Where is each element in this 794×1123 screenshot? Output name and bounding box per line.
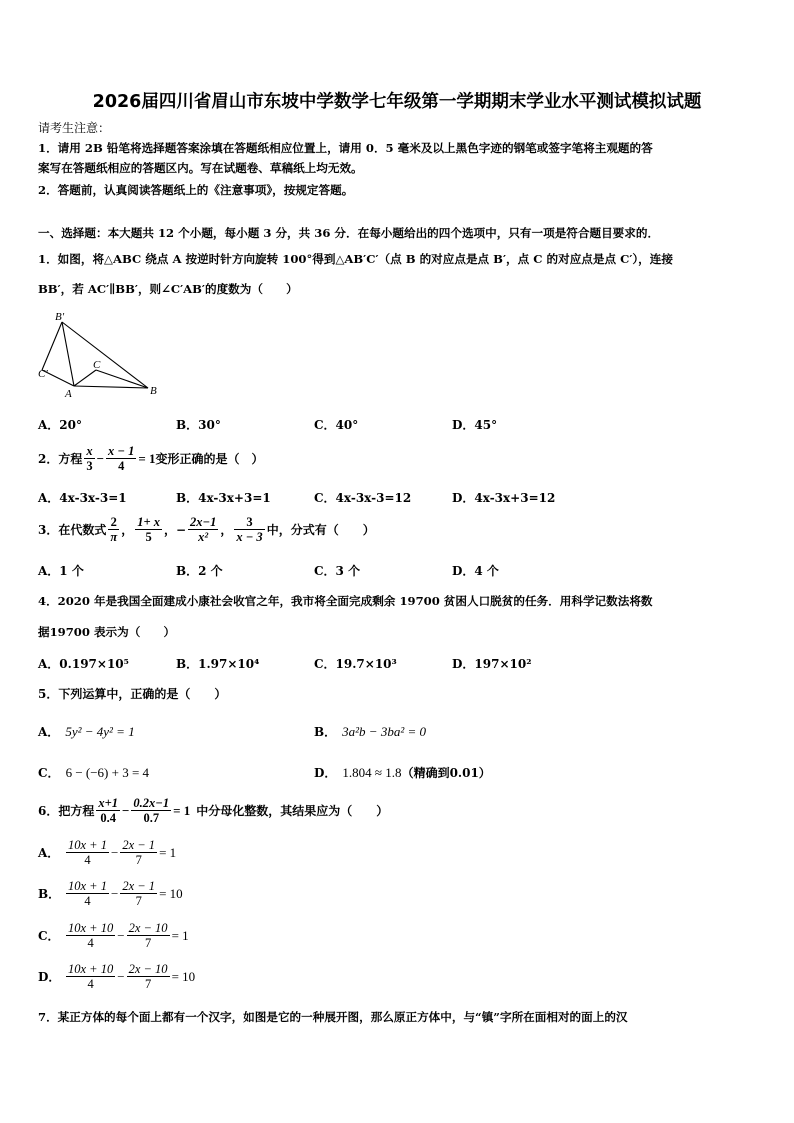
q4-stem-line2: 据19700 表示为（ ）	[38, 625, 176, 639]
page-title: 2026届四川省眉山市东坡中学数学七年级第一学期期末学业水平测试模拟试题	[92, 92, 702, 112]
q3-fraction-4: $\frac{3}{x - 3}$	[236, 515, 263, 544]
q6-option-c[interactable]: C． $\frac{10x + 10}{4}$ − $\frac{2x - 10}{7}$ = 1	[38, 921, 189, 950]
q1-stem-line1: 1．如图，将△ABC 绕点 A 按逆时针方向旋转 100°得到△AB′C′（点 B 的对应点是点 B′，点 C 的对应点是点 C′），连接	[38, 252, 673, 266]
q2-prefix: 2．方程	[38, 452, 83, 466]
q5-option-a[interactable]: A． 5y² − 4y² = 1	[38, 724, 135, 739]
q3-option-d[interactable]: D．4 个	[452, 564, 499, 578]
q4-option-c[interactable]: C．19.7×10³	[314, 657, 397, 671]
q2-fraction-1: $\frac{x}{3}$	[86, 444, 93, 473]
segment-b1-c1	[42, 322, 62, 370]
segment-b1-a	[62, 322, 74, 386]
q1-option-b[interactable]: B．30°	[176, 418, 221, 432]
q3-stem: 3．在代数式 $\frac{2}{\pi}$ ， $\frac{1+ x}{5}$ ，− $\frac{2x-1}{\text{x²}}$ ， $\frac{3}{x - 3}$ 中，分式有（ ）	[38, 515, 375, 544]
q2-option-b[interactable]: B．4x-3x+3=1	[176, 491, 271, 505]
q5-option-c[interactable]: C． 6 − (−6) + 3 = 4	[38, 765, 150, 780]
label-b1: B′	[55, 311, 65, 323]
q4-option-d[interactable]: D．197×10²	[452, 657, 532, 671]
q2-suffix: 变形正确的是（ ）	[155, 452, 264, 466]
q1-figure	[38, 308, 168, 402]
q5-option-d[interactable]: D． 1.804 ≈ 1.8（精确到0.01）	[314, 765, 491, 780]
q1-option-c[interactable]: C．40°	[314, 418, 359, 432]
q6-option-b[interactable]: B． $\frac{10x + 1}{4}$ − $\frac{2x - 1}{7}$ = 10	[38, 879, 183, 908]
q2-option-d[interactable]: D．4x-3x+3=12	[452, 491, 556, 505]
label-c1: C′	[38, 368, 48, 380]
segment-a-b	[74, 386, 148, 388]
q6-option-d[interactable]: D． $\frac{10x + 10}{4}$ − $\frac{2x - 10}{7}$ = 10	[38, 962, 196, 991]
segment-a-c	[74, 370, 96, 386]
q2-option-a[interactable]: A．4x-3x-3=1	[38, 491, 127, 505]
segment-b1-b	[62, 322, 148, 388]
q3-option-a[interactable]: A．1 个	[38, 564, 84, 578]
q4-stem-line1: 4．2020 年是我国全面建成小康社会收官之年，我市将全面完成剩余 19700 贫困人口脱贫的任务．用科学记数法将数	[38, 594, 653, 608]
q1-option-d[interactable]: D．45°	[452, 418, 498, 432]
label-c: C	[93, 359, 101, 371]
q3-fraction-3: $\frac{2x-1}{\text{x²}}$	[190, 515, 217, 544]
notice-item-2: 2．答题前，认真阅读答题纸上的《注意事项》，按规定答题。	[38, 183, 354, 197]
q4-option-b[interactable]: B．1.97×10⁴	[176, 657, 260, 671]
q7-stem-line1: 7．某正方体的每个面上都有一个汉字，如图是它的一种展开图，那么原正方体中，与“镇”字所在面相对的面上的汉	[38, 1010, 628, 1024]
q3-option-b[interactable]: B．2 个	[176, 564, 223, 578]
q5-stem: 5．下列运算中，正确的是（ ）	[38, 687, 227, 701]
q1-stem-line2: BB′，若 AC′∥BB′，则∠C′AB′的度数为（ ）	[38, 282, 298, 296]
q2-option-c[interactable]: C．4x-3x-3=12	[314, 491, 412, 505]
notice-item-1a: 1．请用 2B 铅笔将选择题答案涂填在答题纸相应位置上，请用 0．5 毫米及以上黑色字迹的钢笔或签字笔将主观题的答	[38, 141, 653, 155]
q2-fraction-2: $\frac{x - 1}{4}$	[108, 444, 135, 473]
notice-heading: 请考生注意：	[38, 121, 111, 135]
q3-fraction-2: $\frac{1+ x}{5}$	[137, 515, 160, 544]
q4-option-a[interactable]: A．0.197×10⁵	[38, 657, 129, 671]
q3-option-c[interactable]: C．3 个	[314, 564, 361, 578]
q6-option-a[interactable]: A． $\frac{10x + 1}{4}$ − $\frac{2x - 1}{7}$ = 1	[38, 838, 177, 867]
notice-item-1b: 案写在答题纸相应的答题区内。写在试题卷、草稿纸上均无效。	[38, 161, 363, 175]
label-b: B	[150, 385, 157, 397]
q1-option-a[interactable]: A．20°	[38, 418, 83, 432]
segment-c-b	[96, 370, 148, 388]
q5-option-b[interactable]: B． 3a²b − 3ba² = 0	[314, 724, 426, 739]
q6-stem: 6．把方程 $\frac{x+1}{0.4}$ − $\frac{0.2x-1}{0.7}$ = 1 中分母化整数，其结果应为（ ）	[38, 796, 389, 825]
q2-stem: 2．方程 $\frac{x}{3}$ − $\frac{x - 1}{4}$ = 1 变形正确的是（ ）	[38, 444, 264, 473]
label-a: A	[65, 388, 72, 400]
q3-fraction-1: $\frac{2}{\pi}$	[110, 515, 118, 544]
section-heading: 一、选择题：本大题共 12 个小题，每小题 3 分，共 36 分．在每小题给出的四个选项中，只有一项是符合题目要求的．	[38, 226, 660, 240]
